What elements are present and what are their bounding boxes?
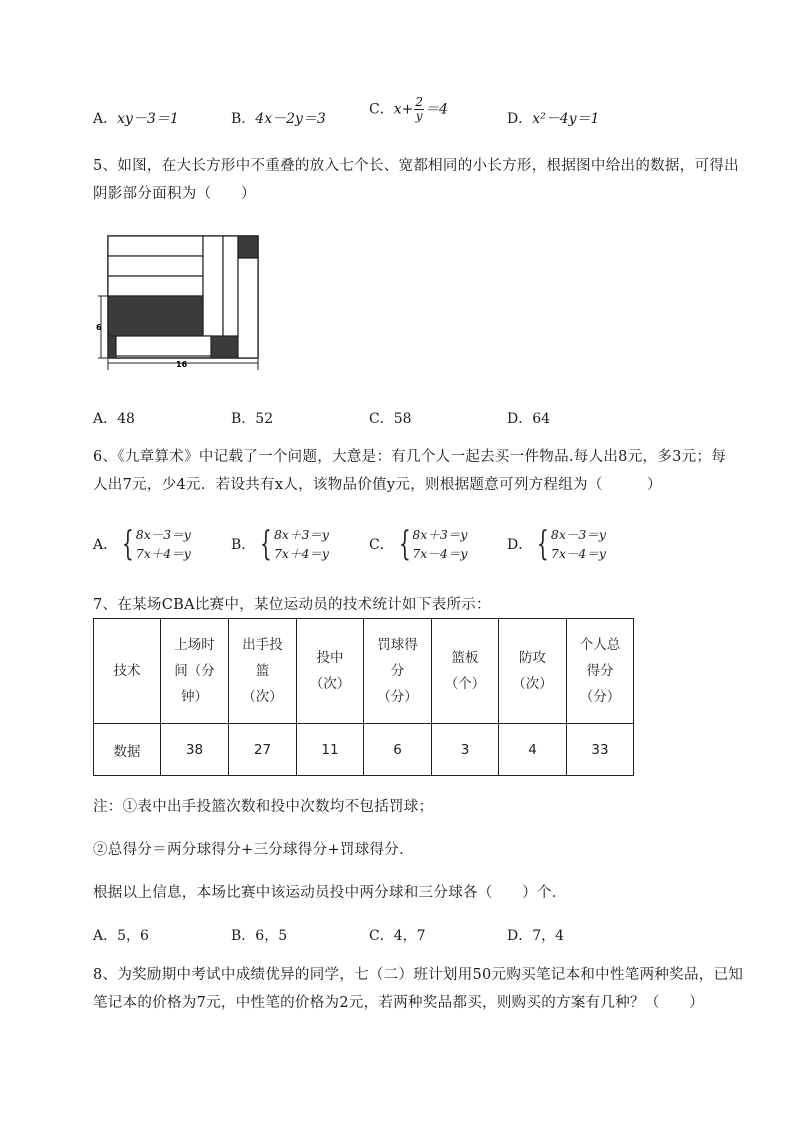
table-cell: 6 <box>364 724 432 776</box>
q4-option-c[interactable]: C．x+ $\frac{2}{y}$ ＝4 <box>369 95 448 123</box>
q5-stem: 5、如图，在大长方形中不重叠的放入七个长、宽都相同的小长方形，根据图中给出的数据，可得出 阴影部分面积为（ ） <box>93 158 739 202</box>
q6-option-b[interactable]: B． { 8x＋3＝y 7x＋4＝y <box>231 524 329 564</box>
table-cell: 11 <box>297 724 364 776</box>
small-rectangle <box>203 236 223 336</box>
q7-option-c[interactable]: C．4，7 <box>369 928 426 944</box>
table-cell: 38 <box>161 724 229 776</box>
q6-option-a[interactable]: A． { 8x－3＝y 7x＋4＝y <box>93 524 191 564</box>
small-rectangle <box>108 276 203 296</box>
q7-note-1: 注：①表中出手投篮次数和投中次数均不包括罚球； <box>93 799 434 815</box>
q7-stem: 7、在某场CBA比赛中，某位运动员的技术统计如下表所示： <box>93 597 491 613</box>
q5-option-b[interactable]: B．52 <box>231 411 274 427</box>
small-rectangle <box>238 258 258 358</box>
table-header-cell: 罚球得 分 （分） <box>364 619 432 724</box>
shaded-region <box>108 336 116 358</box>
table-header-cell: 上场时 间（分 钟） <box>161 619 229 724</box>
q5-option-c[interactable]: C．58 <box>369 411 412 427</box>
height-label: 6 <box>96 323 102 332</box>
small-rectangle <box>116 336 211 356</box>
table-header-cell: 篮板 （个） <box>432 619 499 724</box>
q7-stats-table <box>93 618 634 776</box>
shaded-region <box>238 236 258 258</box>
q8-stem: 8、为奖励期中考试中成绩优异的同学，七（二）班计划用50元购买笔记本和中性笔两种奖品，已知 笔记本的价格为7元，中性笔的价格为2元，若两种奖品都买，则购买的方案有几种？（ ） <box>93 967 744 1011</box>
shaded-region <box>211 336 238 358</box>
left-brace: { <box>537 524 550 564</box>
table-header-cell: 技术 <box>94 619 161 724</box>
q5-option-d[interactable]: D．64 <box>507 411 551 427</box>
width-label: 16 <box>176 360 188 369</box>
q4-option-d[interactable]: D．x²－4y＝1 <box>507 111 600 127</box>
small-rectangle <box>108 256 203 276</box>
table-header-cell: 个人总 得分 （分） <box>567 619 634 724</box>
table-row <box>94 724 634 776</box>
q7-note-2: ②总得分＝两分球得分+三分球得分+罚球得分． <box>93 842 414 858</box>
q6-stem: 6、《九章算术》中记载了一个问题，大意是：有几个人一起去买一件物品.每人出8元，多3元；每 人出7元，少4元．若设共有x人，该物品价值y元，则根据题意可列方程组为（ ） <box>93 449 727 493</box>
shaded-region <box>108 296 203 336</box>
table-cell: 数据 <box>94 724 161 776</box>
q4-option-b[interactable]: B．4x－2y＝3 <box>231 111 326 127</box>
q5-option-a[interactable]: A．48 <box>93 411 135 427</box>
left-brace: { <box>260 524 273 564</box>
q6-option-c[interactable]: C． { 8x＋3＝y 7x－4＝y <box>369 524 468 564</box>
table-cell: 27 <box>229 724 297 776</box>
q6-option-d[interactable]: D． { 8x－3＝y 7x－4＝y <box>507 524 606 564</box>
table-cell: 4 <box>499 724 567 776</box>
table-header-cell: 防攻 （次） <box>499 619 567 724</box>
q5-rectangle-figure <box>96 230 266 376</box>
left-brace: { <box>398 524 411 564</box>
fraction: $\frac{2}{y}$ <box>415 95 423 123</box>
table-header-cell: 出手投 篮 （次） <box>229 619 297 724</box>
q7-option-b[interactable]: B．6，5 <box>231 928 288 944</box>
table-cell: 33 <box>567 724 634 776</box>
table-header-row <box>94 619 634 724</box>
table-cell: 3 <box>432 724 499 776</box>
small-rectangle <box>223 236 238 336</box>
q7-option-d[interactable]: D．7，4 <box>507 928 565 944</box>
q7-option-a[interactable]: A．5，6 <box>93 928 149 944</box>
table-header-cell: 投中 （次） <box>297 619 364 724</box>
q4-option-a[interactable]: A．xy－3＝1 <box>93 111 179 127</box>
small-rectangle <box>108 236 203 256</box>
left-brace: { <box>121 524 134 564</box>
q7-question: 根据以上信息，本场比赛中该运动员投中两分球和三分球各（ ）个． <box>93 885 567 901</box>
